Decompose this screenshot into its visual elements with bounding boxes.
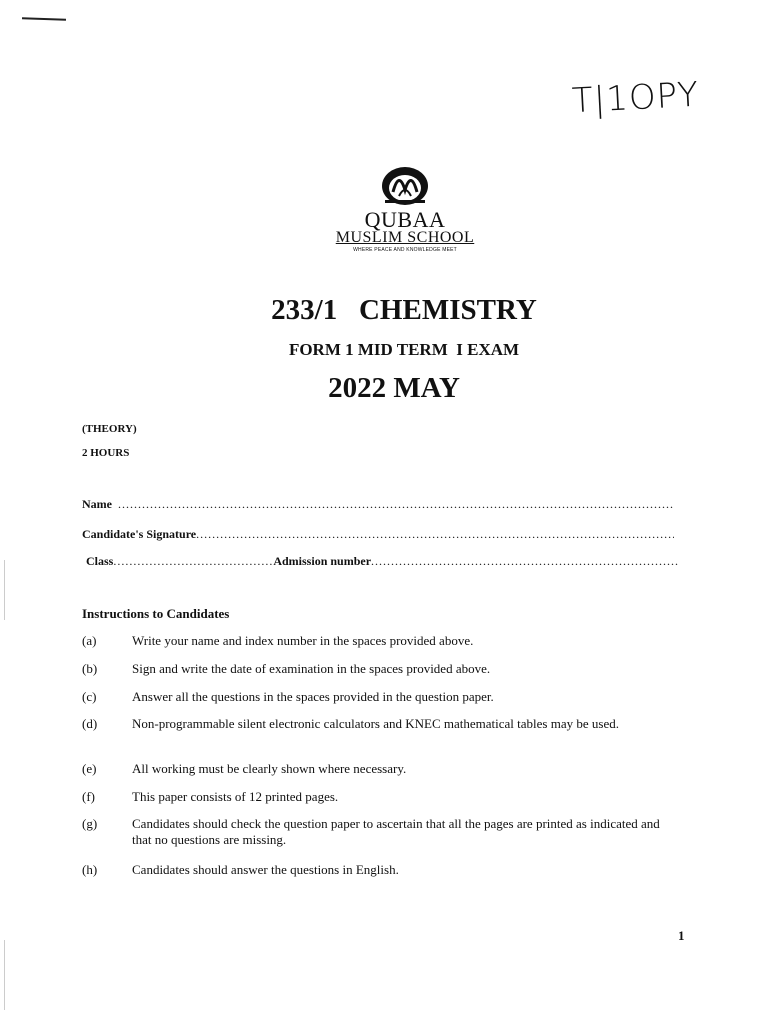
signature-label: Candidate's Signature	[82, 527, 197, 541]
instruction-label: (g)	[82, 816, 98, 831]
instruction-item	[82, 716, 682, 732]
scan-edge-mark	[4, 940, 5, 1010]
class-label: Class	[86, 554, 114, 568]
instruction-text: Sign and write the date of examination in the spaces provided above.	[132, 661, 491, 676]
admission-blank[interactable]	[371, 554, 678, 569]
instruction-label: (e)	[82, 761, 97, 776]
instruction-label: (b)	[82, 661, 98, 676]
instruction-item	[82, 862, 682, 878]
instruction-text: This paper consists of 12 printed pages.	[132, 789, 339, 804]
instructions-heading: Instructions to Candidates	[82, 606, 230, 621]
instruction-label: (h)	[82, 862, 98, 877]
page-number: 1	[678, 928, 685, 943]
admission-label: Admission number	[273, 554, 372, 568]
exam-duration: 2 HOURS	[82, 447, 130, 459]
instruction-label: (d)	[82, 716, 98, 731]
instruction-item	[82, 689, 682, 705]
corner-scan-mark	[22, 17, 66, 21]
instruction-item	[82, 761, 682, 777]
instruction-item	[82, 661, 682, 677]
instruction-text: Candidates should check the question paper to ascertain that all the pages are printed as indicated and that no questions are missing.	[132, 816, 660, 847]
class-blank[interactable]	[113, 554, 273, 569]
name-field[interactable]	[82, 497, 674, 512]
signature-field[interactable]	[82, 527, 674, 542]
instruction-item	[82, 789, 682, 805]
class-admission-row	[86, 554, 678, 569]
crest-icon	[379, 162, 431, 208]
exam-title: 233/1 CHEMISTRY	[271, 294, 537, 326]
exam-year: 2022 MAY	[328, 372, 460, 404]
school-logo	[320, 162, 490, 262]
instruction-label: (a)	[82, 633, 97, 648]
school-motto: WHERE PEACE AND KNOWLEDGE MEET	[353, 247, 457, 253]
instruction-text: Answer all the questions in the spaces provided in the question paper.	[132, 689, 494, 704]
school-subtitle: MUSLIM SCHOOL	[335, 229, 475, 246]
paper-type: (THEORY)	[82, 423, 137, 435]
instruction-item	[82, 633, 682, 649]
instruction-label: (f)	[82, 789, 95, 804]
instruction-text: Write your name and index number in the spaces provided above.	[132, 633, 474, 648]
instruction-text: Non-programmable silent electronic calculators and KNEC mathematical tables may be used.	[132, 716, 619, 731]
instruction-text: All working must be clearly shown where necessary.	[132, 761, 407, 776]
instruction-label: (c)	[82, 689, 97, 704]
exam-subtitle: FORM 1 MID TERM I EXAM	[288, 340, 520, 359]
name-label: Name	[82, 497, 112, 511]
name-blank[interactable]	[118, 497, 674, 512]
school-name: QUBAA	[364, 207, 446, 232]
handwritten-note: T|1OPY	[571, 74, 701, 122]
signature-blank[interactable]	[196, 527, 674, 542]
instruction-text: Candidates should answer the questions in English.	[132, 862, 399, 877]
scan-edge-mark	[4, 560, 5, 620]
instruction-item	[82, 816, 682, 848]
